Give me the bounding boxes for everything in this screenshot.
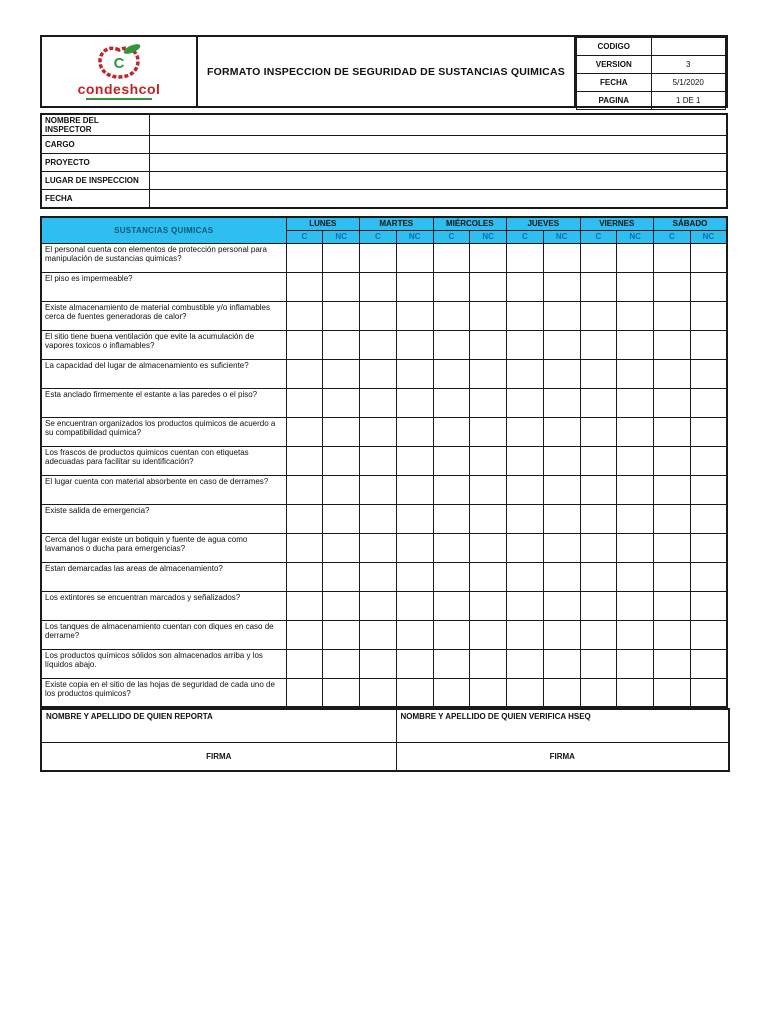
check-cell: [507, 388, 544, 417]
check-cell: [396, 388, 433, 417]
check-cell: [580, 330, 617, 359]
check-cell: [617, 649, 654, 678]
check-cell: [543, 620, 580, 649]
question-row: [41, 649, 727, 678]
check-cell: [543, 301, 580, 330]
check-cell: [433, 359, 470, 388]
check-cell: [654, 475, 691, 504]
question-cell: Existe copia en el sitio de las hojas de seguridad de cada uno de los productos quimicos?: [41, 678, 286, 707]
info-value: [651, 38, 726, 56]
check-cell: [433, 330, 470, 359]
check-cell: [507, 678, 544, 707]
check-cell: [580, 417, 617, 446]
check-cell: [580, 591, 617, 620]
check-cell: [470, 504, 507, 533]
check-cell: [360, 475, 397, 504]
check-cell: [360, 533, 397, 562]
check-cell: [543, 243, 580, 272]
check-cell: [323, 330, 360, 359]
check-cell: [617, 330, 654, 359]
check-cell: [507, 533, 544, 562]
question-row: [41, 330, 727, 359]
field-row: [41, 172, 727, 190]
cn-header: C: [507, 230, 544, 243]
check-cell: [323, 417, 360, 446]
check-cell: [323, 562, 360, 591]
check-cell: [580, 533, 617, 562]
field-value: [149, 172, 727, 190]
check-cell: [360, 446, 397, 475]
check-cell: [507, 649, 544, 678]
check-cell: [690, 504, 727, 533]
verifier-label-cell: NOMBRE Y APELLIDO DE QUIEN VERIFICA HSEQ: [396, 709, 729, 743]
check-cell: [543, 446, 580, 475]
svg-text:C: C: [113, 55, 125, 72]
question-row: [41, 562, 727, 591]
check-cell: [507, 504, 544, 533]
question-cell: Existe salida de emergencia?: [41, 504, 286, 533]
check-cell: [543, 330, 580, 359]
cn-header: NC: [396, 230, 433, 243]
check-cell: [286, 475, 323, 504]
question-row: [41, 243, 727, 272]
check-cell: [433, 243, 470, 272]
firma-right-cell: FIRMA: [396, 743, 729, 772]
day-header: VIERNES: [580, 217, 654, 230]
check-cell: [543, 591, 580, 620]
check-cell: [580, 359, 617, 388]
check-cell: [433, 620, 470, 649]
check-cell: [433, 562, 470, 591]
question-cell: Los frascos de productos quimicos cuentan con etiquetas adecuadas para facilitar su identificación?: [41, 446, 286, 475]
check-cell: [360, 388, 397, 417]
question-cell: Se encuentran organizados los productos quimicos de acuerdo a su compatibilidad quimica?: [41, 417, 286, 446]
check-cell: [543, 562, 580, 591]
info-label: PAGINA: [577, 92, 652, 110]
check-cell: [360, 243, 397, 272]
check-cell: [654, 446, 691, 475]
check-cell: [690, 533, 727, 562]
question-row: [41, 620, 727, 649]
check-cell: [654, 678, 691, 707]
check-cell: [470, 330, 507, 359]
check-cell: [654, 301, 691, 330]
check-cell: [617, 591, 654, 620]
check-cell: [396, 562, 433, 591]
check-cell: [690, 649, 727, 678]
check-cell: [323, 388, 360, 417]
check-cell: [507, 620, 544, 649]
check-cell: [323, 649, 360, 678]
day-header: LUNES: [286, 217, 360, 230]
question-cell: El piso es impermeable?: [41, 272, 286, 301]
check-cell: [654, 359, 691, 388]
check-cell: [580, 243, 617, 272]
check-cell: [470, 272, 507, 301]
cn-header: NC: [470, 230, 507, 243]
check-cell: [543, 533, 580, 562]
question-cell: Existe almacenamiento de material combustible y/o inflamables cerca de fuentes generadoras de calor?: [41, 301, 286, 330]
check-cell: [617, 359, 654, 388]
check-cell: [690, 330, 727, 359]
question-row: [41, 475, 727, 504]
cn-header: NC: [323, 230, 360, 243]
check-cell: [580, 446, 617, 475]
reporter-label-cell: NOMBRE Y APELLIDO DE QUIEN REPORTA: [41, 709, 396, 743]
check-cell: [617, 243, 654, 272]
check-cell: [360, 417, 397, 446]
check-cell: [470, 417, 507, 446]
question-row: [41, 359, 727, 388]
check-cell: [617, 475, 654, 504]
check-cell: [286, 620, 323, 649]
field-label: LUGAR DE INSPECCION: [41, 172, 149, 190]
check-cell: [543, 649, 580, 678]
check-cell: [323, 620, 360, 649]
question-cell: El personal cuenta con elementos de protección personal para manipulación de sustancias quimicas?: [41, 243, 286, 272]
check-cell: [654, 620, 691, 649]
check-cell: [286, 330, 323, 359]
check-cell: [617, 504, 654, 533]
check-cell: [617, 388, 654, 417]
check-cell: [286, 301, 323, 330]
check-cell: [690, 591, 727, 620]
check-cell: [654, 504, 691, 533]
check-cell: [580, 301, 617, 330]
check-cell: [323, 359, 360, 388]
doc-info-table: [576, 37, 726, 106]
field-row: [41, 190, 727, 209]
check-cell: [690, 359, 727, 388]
check-cell: [323, 591, 360, 620]
check-cell: [580, 272, 617, 301]
check-cell: [470, 388, 507, 417]
check-cell: [543, 272, 580, 301]
check-cell: [433, 533, 470, 562]
check-cell: [470, 562, 507, 591]
question-row: [41, 533, 727, 562]
check-cell: [433, 591, 470, 620]
check-cell: [286, 533, 323, 562]
check-cell: [286, 272, 323, 301]
day-header: MARTES: [360, 217, 434, 230]
check-cell: [360, 620, 397, 649]
question-row: [41, 446, 727, 475]
check-cell: [507, 301, 544, 330]
info-label: FECHA: [577, 74, 652, 92]
check-cell: [507, 417, 544, 446]
field-row: [41, 136, 727, 154]
check-cell: [396, 301, 433, 330]
logo-text: condeshcol: [77, 81, 161, 97]
logo-tagline: [86, 98, 152, 100]
cn-header: NC: [543, 230, 580, 243]
check-cell: [286, 243, 323, 272]
day-header: SÁBADO: [654, 217, 728, 230]
check-cell: [286, 446, 323, 475]
info-label: CODIGO: [577, 38, 652, 56]
check-cell: [360, 359, 397, 388]
question-cell: Los extintores se encuentran marcados y señalizados?: [41, 591, 286, 620]
check-cell: [507, 446, 544, 475]
check-cell: [396, 533, 433, 562]
field-value: [149, 190, 727, 209]
check-cell: [433, 504, 470, 533]
check-cell: [433, 475, 470, 504]
question-row: [41, 678, 727, 707]
check-cell: [690, 272, 727, 301]
field-value: [149, 114, 727, 136]
check-cell: [286, 678, 323, 707]
check-cell: [543, 678, 580, 707]
check-cell: [543, 504, 580, 533]
info-value: 1 DE 1: [651, 92, 726, 110]
check-cell: [690, 678, 727, 707]
cn-header: C: [433, 230, 470, 243]
check-cell: [690, 417, 727, 446]
field-row: [41, 154, 727, 172]
check-cell: [433, 388, 470, 417]
info-value: 5/1/2020: [651, 74, 726, 92]
check-cell: [433, 649, 470, 678]
check-cell: [580, 562, 617, 591]
field-label: FECHA: [41, 190, 149, 209]
signature-names-row: [41, 709, 729, 743]
check-cell: [580, 620, 617, 649]
cn-header: NC: [690, 230, 727, 243]
check-cell: [690, 301, 727, 330]
inspector-fields-table: [40, 113, 728, 209]
question-row: [41, 504, 727, 533]
check-cell: [543, 417, 580, 446]
check-cell: [654, 649, 691, 678]
check-cell: [396, 243, 433, 272]
checklist-table: [40, 216, 728, 708]
check-cell: [360, 678, 397, 707]
check-cell: [433, 417, 470, 446]
field-value: [149, 154, 727, 172]
checklist-header: [41, 217, 727, 243]
check-cell: [507, 359, 544, 388]
check-cell: [323, 678, 360, 707]
check-cell: [470, 446, 507, 475]
check-cell: [617, 562, 654, 591]
check-cell: [507, 475, 544, 504]
check-cell: [433, 272, 470, 301]
question-cell: Estan demarcadas las areas de almacenamiento?: [41, 562, 286, 591]
check-cell: [654, 388, 691, 417]
check-cell: [580, 388, 617, 417]
company-logo: [42, 37, 198, 106]
logo-apple-icon: [80, 43, 158, 81]
check-cell: [617, 417, 654, 446]
field-label: NOMBRE DEL INSPECTOR: [41, 114, 149, 136]
question-cell: El sitio tiene buena ventilación que evite la acumulación de vapores toxicos o inflamables?: [41, 330, 286, 359]
check-cell: [396, 620, 433, 649]
check-cell: [360, 649, 397, 678]
check-cell: [543, 475, 580, 504]
cn-header: C: [286, 230, 323, 243]
check-cell: [580, 678, 617, 707]
question-row: [41, 272, 727, 301]
checklist-title-cell: SUSTANCIAS QUIMICAS: [41, 217, 286, 243]
field-label: CARGO: [41, 136, 149, 154]
check-cell: [286, 417, 323, 446]
check-cell: [690, 620, 727, 649]
check-cell: [654, 330, 691, 359]
check-cell: [543, 388, 580, 417]
info-row: [577, 74, 726, 92]
cn-header: C: [654, 230, 691, 243]
question-cell: Cerca del lugar existe un botiquin y fuente de agua como lavamanos o ducha para emergencias?: [41, 533, 286, 562]
check-cell: [470, 591, 507, 620]
check-cell: [286, 504, 323, 533]
check-cell: [470, 359, 507, 388]
signature-table: [40, 708, 730, 772]
form-sheet: [40, 35, 728, 772]
check-cell: [323, 533, 360, 562]
check-cell: [286, 359, 323, 388]
check-cell: [690, 243, 727, 272]
question-row: [41, 388, 727, 417]
check-cell: [323, 301, 360, 330]
check-cell: [470, 533, 507, 562]
check-cell: [286, 562, 323, 591]
check-cell: [470, 620, 507, 649]
check-cell: [654, 533, 691, 562]
check-cell: [360, 562, 397, 591]
question-row: [41, 301, 727, 330]
check-cell: [396, 330, 433, 359]
question-cell: Los productos químicos sólidos son almacenados arriba y los líquidos abajo.: [41, 649, 286, 678]
check-cell: [507, 562, 544, 591]
form-title: FORMATO INSPECCION DE SEGURIDAD DE SUSTANCIAS QUIMICAS: [198, 37, 576, 106]
check-cell: [690, 388, 727, 417]
check-cell: [323, 243, 360, 272]
question-cell: El lugar cuenta con material absorbente en caso de derrames?: [41, 475, 286, 504]
check-cell: [580, 475, 617, 504]
check-cell: [690, 562, 727, 591]
check-cell: [690, 475, 727, 504]
check-cell: [360, 591, 397, 620]
check-cell: [617, 272, 654, 301]
info-row: [577, 92, 726, 110]
check-cell: [617, 678, 654, 707]
field-value: [149, 136, 727, 154]
question-cell: Los tanques de almacenamiento cuentan con diques en caso de derrame?: [41, 620, 286, 649]
check-cell: [470, 649, 507, 678]
check-cell: [580, 504, 617, 533]
check-cell: [617, 620, 654, 649]
check-cell: [507, 330, 544, 359]
info-label: VERSION: [577, 56, 652, 74]
check-cell: [323, 272, 360, 301]
check-cell: [654, 562, 691, 591]
check-cell: [580, 649, 617, 678]
check-cell: [617, 533, 654, 562]
check-cell: [470, 678, 507, 707]
check-cell: [396, 272, 433, 301]
check-cell: [654, 272, 691, 301]
check-cell: [433, 678, 470, 707]
check-cell: [286, 388, 323, 417]
check-cell: [360, 330, 397, 359]
check-cell: [470, 243, 507, 272]
check-cell: [690, 446, 727, 475]
check-cell: [323, 475, 360, 504]
check-cell: [507, 243, 544, 272]
check-cell: [396, 475, 433, 504]
question-row: [41, 417, 727, 446]
check-cell: [433, 446, 470, 475]
check-cell: [396, 417, 433, 446]
check-cell: [396, 678, 433, 707]
check-cell: [617, 446, 654, 475]
check-cell: [323, 446, 360, 475]
check-cell: [654, 417, 691, 446]
check-cell: [360, 504, 397, 533]
field-row: [41, 114, 727, 136]
check-cell: [507, 272, 544, 301]
check-cell: [396, 446, 433, 475]
firma-left-cell: FIRMA: [41, 743, 396, 772]
check-cell: [396, 649, 433, 678]
check-cell: [543, 359, 580, 388]
signature-firma-row: [41, 743, 729, 772]
day-header: MIÉRCOLES: [433, 217, 507, 230]
check-cell: [433, 301, 470, 330]
form-header: [40, 35, 728, 108]
check-cell: [286, 649, 323, 678]
check-cell: [470, 301, 507, 330]
check-cell: [654, 591, 691, 620]
question-cell: La capacidad del lugar de almacenamiento es suficiente?: [41, 359, 286, 388]
check-cell: [470, 475, 507, 504]
check-cell: [360, 301, 397, 330]
check-cell: [507, 591, 544, 620]
check-cell: [654, 243, 691, 272]
day-header: JUEVES: [507, 217, 581, 230]
check-cell: [396, 359, 433, 388]
cn-header: C: [580, 230, 617, 243]
check-cell: [617, 301, 654, 330]
check-cell: [323, 504, 360, 533]
field-label: PROYECTO: [41, 154, 149, 172]
cn-header: C: [360, 230, 397, 243]
check-cell: [286, 591, 323, 620]
logo-leaf-icon: [122, 43, 141, 56]
info-value: 3: [651, 56, 726, 74]
cn-header: NC: [617, 230, 654, 243]
question-cell: Esta anclado firmemente el estante a las paredes o el piso?: [41, 388, 286, 417]
check-cell: [396, 504, 433, 533]
info-row: [577, 56, 726, 74]
info-row: [577, 38, 726, 56]
checklist-header-days: [41, 217, 727, 230]
check-cell: [360, 272, 397, 301]
question-row: [41, 591, 727, 620]
check-cell: [396, 591, 433, 620]
